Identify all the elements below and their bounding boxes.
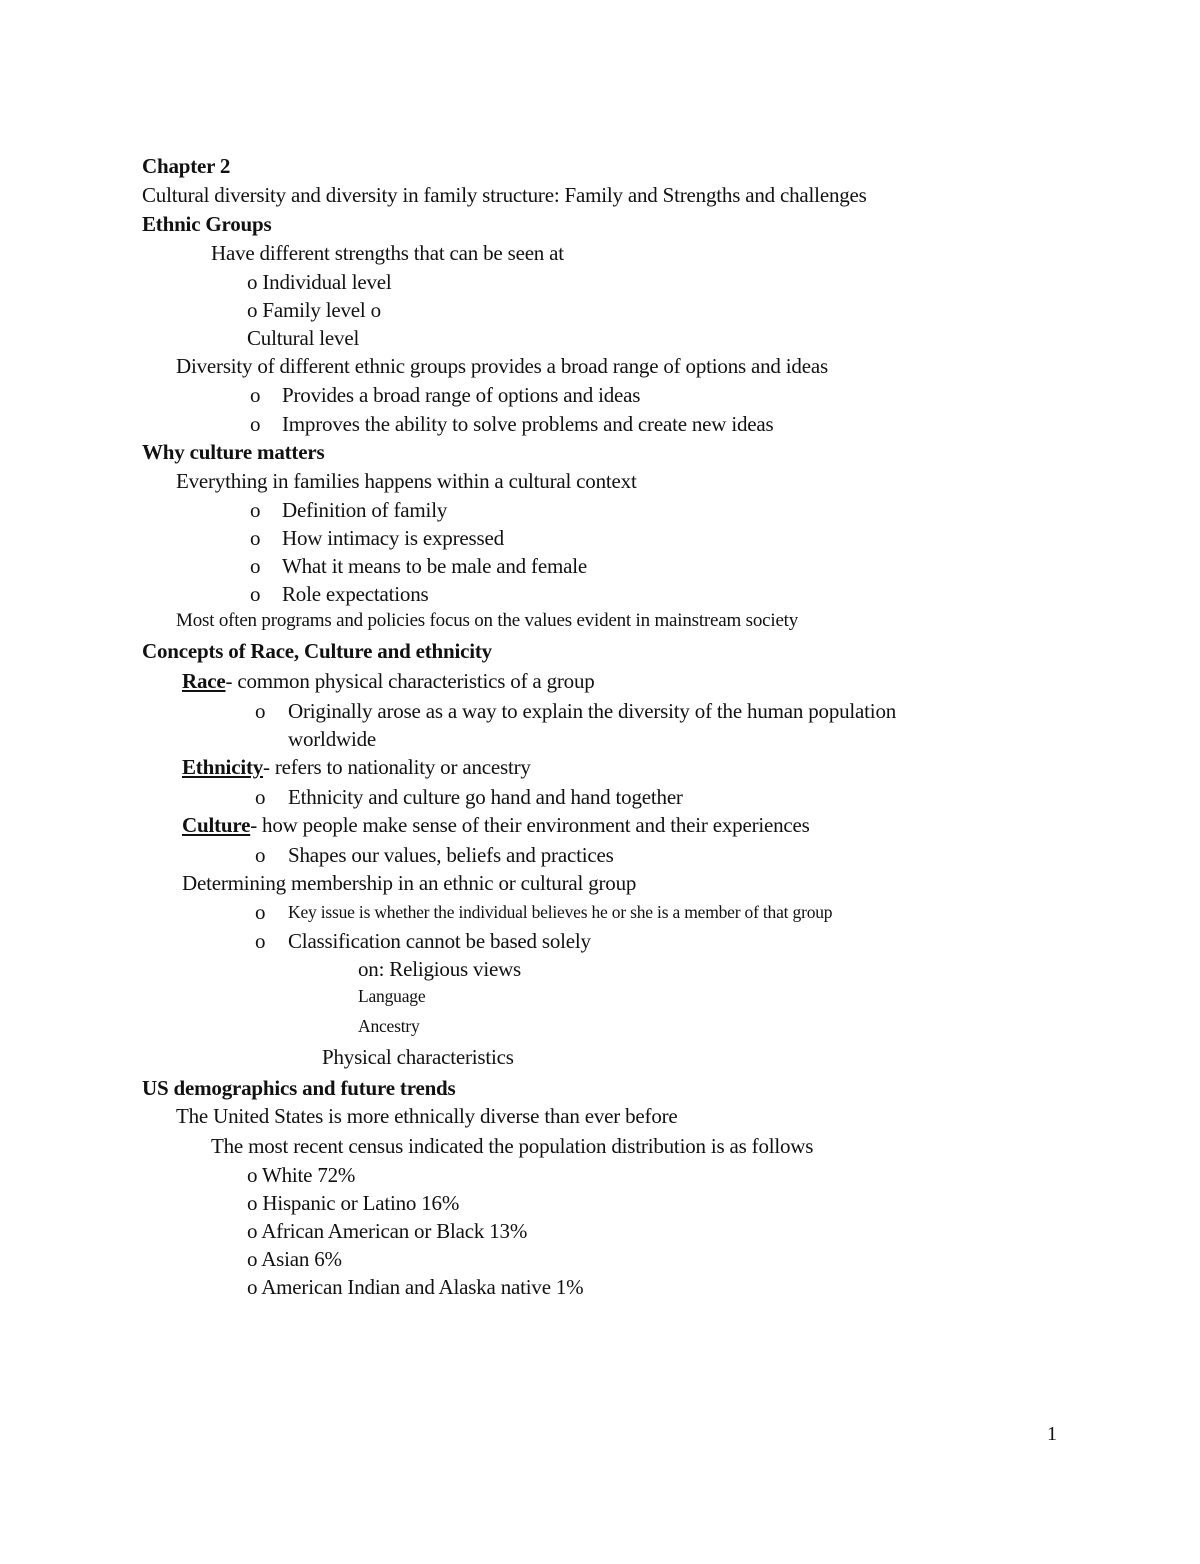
page-number: 1: [1047, 1423, 1057, 1445]
bullet-marker: o: [250, 383, 261, 407]
population-item: o African American or Black 13%: [247, 1219, 528, 1243]
culture-definition: [182, 813, 810, 837]
bullet-marker: o: [255, 785, 266, 809]
culture-def-text: - how people make sense of their environment and their experiences: [250, 813, 810, 837]
population-item: o Asian 6%: [247, 1247, 342, 1271]
chapter-subtitle: Cultural diversity and diversity in family structure: Family and Strengths and challenges: [142, 183, 867, 207]
bullet-marker: o: [255, 699, 266, 723]
basis-item: Ancestry: [358, 1016, 420, 1036]
why-intro: Everything in families happens within a cultural context: [176, 469, 637, 493]
list-item-continued: worldwide: [288, 727, 377, 751]
list-item: Originally arose as a way to explain the diversity of the human population: [288, 699, 897, 723]
chapter-heading: Chapter 2: [142, 154, 231, 178]
section-heading-us-demographics: US demographics and future trends: [142, 1076, 456, 1100]
population-item: o American Indian and Alaska native 1%: [247, 1275, 584, 1299]
basis-item: Language: [358, 986, 426, 1006]
why-note: Most often programs and policies focus on the values evident in mainstream society: [176, 610, 799, 631]
list-item: Shapes our values, beliefs and practices: [288, 843, 614, 867]
list-item: Classification cannot be based solely: [288, 929, 591, 953]
list-item: o Family level o: [247, 298, 381, 322]
census-text: The most recent census indicated the population distribution is as follows: [211, 1134, 814, 1158]
bullet-marker: o: [255, 929, 266, 953]
list-item: o Individual level: [247, 270, 392, 294]
population-item: o Hispanic or Latino 16%: [247, 1191, 460, 1215]
membership-text: Determining membership in an ethnic or cultural group: [182, 871, 637, 895]
list-item: Provides a broad range of options and ideas: [282, 383, 641, 407]
race-definition: [182, 669, 595, 693]
list-item: Role expectations: [282, 582, 429, 606]
us-intro: The United States is more ethnically diverse than ever before: [176, 1104, 678, 1128]
section-heading-concepts: Concepts of Race, Culture and ethnicity: [142, 639, 492, 663]
bullet-marker: o: [250, 412, 261, 436]
ethnicity-def-text: - refers to nationality or ancestry: [263, 755, 531, 779]
section-heading-ethnic-groups: Ethnic Groups: [142, 212, 272, 236]
section-heading-why-culture: Why culture matters: [142, 440, 325, 464]
list-item: How intimacy is expressed: [282, 526, 504, 550]
race-term: Race: [182, 669, 226, 693]
bullet-marker: o: [250, 582, 261, 606]
basis-item: Physical characteristics: [322, 1045, 514, 1069]
population-item: o White 72%: [247, 1163, 356, 1187]
list-item: Key issue is whether the individual believes he or she is a member of that group: [288, 902, 833, 922]
list-item: Improves the ability to solve problems and create new ideas: [282, 412, 774, 436]
diversity-text: Diversity of different ethnic groups provides a broad range of options and ideas: [176, 354, 828, 378]
culture-term: Culture: [182, 813, 251, 837]
list-item: Ethnicity and culture go hand and hand together: [288, 785, 683, 809]
bullet-marker: o: [255, 900, 266, 924]
race-def-text: - common physical characteristics of a group: [225, 669, 595, 693]
ethnicity-definition: [182, 755, 531, 779]
ethnic-intro: Have different strengths that can be seen at: [211, 241, 564, 265]
list-item: What it means to be male and female: [282, 554, 587, 578]
bullet-marker: o: [250, 554, 261, 578]
bullet-marker: o: [250, 526, 261, 550]
basis-item: on: Religious views: [358, 957, 522, 981]
bullet-marker: o: [250, 498, 261, 522]
ethnicity-term: Ethnicity: [182, 755, 264, 779]
list-item: Definition of family: [282, 498, 448, 522]
bullet-marker: o: [255, 843, 266, 867]
list-item: Cultural level: [247, 326, 360, 350]
